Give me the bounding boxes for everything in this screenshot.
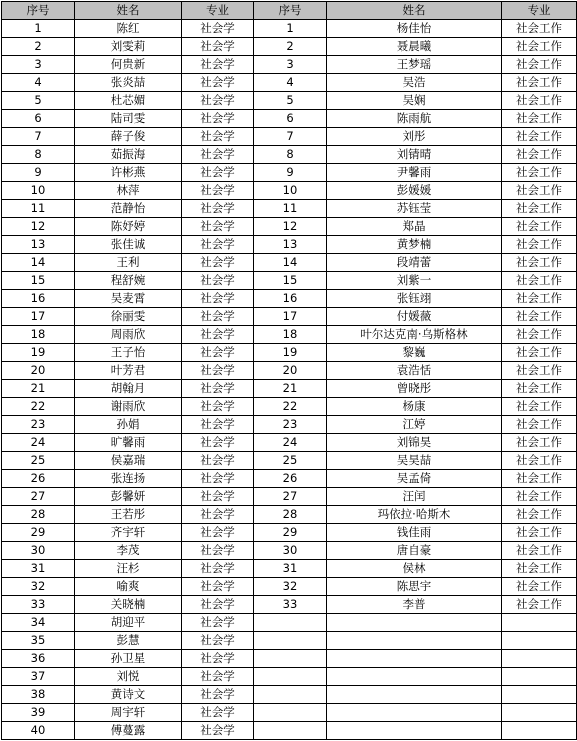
left-name-cell: 叶芳君 — [75, 362, 182, 380]
right-name-cell: 玛依拉·哈斯木 — [327, 506, 502, 524]
right-name-cell: 彭媛媛 — [327, 182, 502, 200]
right-no-cell: 25 — [254, 452, 327, 470]
left-major-cell: 社会学 — [182, 686, 254, 704]
left-no-cell: 7 — [2, 128, 75, 146]
right-no-cell: 7 — [254, 128, 327, 146]
right-name-cell: 袁浩恬 — [327, 362, 502, 380]
right-name-cell: 付媛薇 — [327, 308, 502, 326]
right-major-cell: 社会工作 — [502, 560, 577, 578]
right-no-cell: 33 — [254, 596, 327, 614]
table-row — [2, 632, 577, 650]
right-name-cell: 张钰翊 — [327, 290, 502, 308]
right-no-cell: 19 — [254, 344, 327, 362]
right-no-cell: 2 — [254, 38, 327, 56]
left-name-cell: 王利 — [75, 254, 182, 272]
left-no-cell: 2 — [2, 38, 75, 56]
left-major-cell: 社会学 — [182, 704, 254, 722]
right-major-cell — [502, 668, 577, 686]
left-name-cell: 杜芯媚 — [75, 92, 182, 110]
left-major-cell: 社会学 — [182, 218, 254, 236]
left-no-cell: 22 — [2, 398, 75, 416]
right-major-cell: 社会工作 — [502, 308, 577, 326]
table-row — [2, 416, 577, 434]
right-no-cell — [254, 686, 327, 704]
left-no-cell: 10 — [2, 182, 75, 200]
right-major-cell: 社会工作 — [502, 578, 577, 596]
left-no-cell: 17 — [2, 308, 75, 326]
left-name-cell: 黄诗文 — [75, 686, 182, 704]
left-major-cell: 社会学 — [182, 146, 254, 164]
right-name-cell: 刘锖晴 — [327, 146, 502, 164]
right-major-cell — [502, 722, 577, 740]
right-name-cell: 陈雨航 — [327, 110, 502, 128]
right-name-cell: 陈思宇 — [327, 578, 502, 596]
right-name-cell: 吴娴 — [327, 92, 502, 110]
right-name-cell: 王梦瑶 — [327, 56, 502, 74]
table-row — [2, 560, 577, 578]
right-no-cell: 10 — [254, 182, 327, 200]
right-major-cell: 社会工作 — [502, 128, 577, 146]
left-name-cell: 谢雨欣 — [75, 398, 182, 416]
table-row — [2, 236, 577, 254]
right-name-cell: 吴浩 — [327, 74, 502, 92]
left-major-cell: 社会学 — [182, 722, 254, 740]
left-no-cell: 16 — [2, 290, 75, 308]
left-name-cell: 薛子俊 — [75, 128, 182, 146]
right-name-cell: 汪闰 — [327, 488, 502, 506]
left-no-cell: 40 — [2, 722, 75, 740]
table-row — [2, 470, 577, 488]
right-no-cell: 31 — [254, 560, 327, 578]
left-no-cell: 19 — [2, 344, 75, 362]
left-major-cell: 社会学 — [182, 110, 254, 128]
left-no-cell: 29 — [2, 524, 75, 542]
left-major-cell: 社会学 — [182, 128, 254, 146]
right-no-cell: 4 — [254, 74, 327, 92]
right-name-cell: 吴昊喆 — [327, 452, 502, 470]
right-no-cell — [254, 632, 327, 650]
left-no-cell: 23 — [2, 416, 75, 434]
left-major-cell: 社会学 — [182, 542, 254, 560]
right-name-cell — [327, 668, 502, 686]
left-name-cell: 王子怡 — [75, 344, 182, 362]
left-name-cell: 傅蔓露 — [75, 722, 182, 740]
table-row — [2, 578, 577, 596]
left-major-cell: 社会学 — [182, 668, 254, 686]
right-name-cell: 刘彤 — [327, 128, 502, 146]
right-name-cell: 侯林 — [327, 560, 502, 578]
left-major-cell: 社会学 — [182, 56, 254, 74]
left-no-cell: 35 — [2, 632, 75, 650]
left-no-cell: 30 — [2, 542, 75, 560]
right-name-cell: 刘锦昊 — [327, 434, 502, 452]
left-name-cell: 张佳诚 — [75, 236, 182, 254]
left-name-cell: 陆司雯 — [75, 110, 182, 128]
table-row — [2, 290, 577, 308]
right-no-cell: 16 — [254, 290, 327, 308]
right-name-cell: 杨康 — [327, 398, 502, 416]
right-no-cell: 22 — [254, 398, 327, 416]
left-name-cell: 李茂 — [75, 542, 182, 560]
left-header-major: 专业 — [182, 2, 254, 20]
right-major-cell: 社会工作 — [502, 200, 577, 218]
right-major-cell: 社会工作 — [502, 164, 577, 182]
left-name-cell: 刘雯莉 — [75, 38, 182, 56]
right-no-cell: 15 — [254, 272, 327, 290]
left-major-cell: 社会学 — [182, 416, 254, 434]
right-name-cell: 唐自豪 — [327, 542, 502, 560]
left-major-cell: 社会学 — [182, 308, 254, 326]
left-name-cell: 侯嘉瑞 — [75, 452, 182, 470]
table-row — [2, 146, 577, 164]
left-major-cell: 社会学 — [182, 470, 254, 488]
left-no-cell: 25 — [2, 452, 75, 470]
right-name-cell: 刘紫一 — [327, 272, 502, 290]
right-no-cell: 13 — [254, 236, 327, 254]
right-major-cell: 社会工作 — [502, 488, 577, 506]
right-name-cell: 郑晶 — [327, 218, 502, 236]
right-name-cell: 叶尔达克南·乌斯格林 — [327, 326, 502, 344]
right-name-cell — [327, 722, 502, 740]
right-name-cell — [327, 650, 502, 668]
table-row — [2, 398, 577, 416]
right-no-cell: 30 — [254, 542, 327, 560]
right-name-cell: 吴孟倚 — [327, 470, 502, 488]
left-name-cell: 胡翰月 — [75, 380, 182, 398]
right-major-cell: 社会工作 — [502, 236, 577, 254]
right-no-cell: 18 — [254, 326, 327, 344]
table-row — [2, 308, 577, 326]
right-header-major: 专业 — [502, 2, 577, 20]
right-name-cell — [327, 686, 502, 704]
right-name-cell: 曾晓彤 — [327, 380, 502, 398]
table-row — [2, 722, 577, 740]
left-no-cell: 37 — [2, 668, 75, 686]
right-major-cell: 社会工作 — [502, 218, 577, 236]
student-roster-table — [1, 1, 577, 740]
header-row — [2, 2, 577, 20]
table-row — [2, 650, 577, 668]
left-no-cell: 36 — [2, 650, 75, 668]
left-no-cell: 24 — [2, 434, 75, 452]
table-row — [2, 542, 577, 560]
table-row — [2, 362, 577, 380]
right-major-cell: 社会工作 — [502, 452, 577, 470]
right-major-cell: 社会工作 — [502, 182, 577, 200]
right-no-cell: 24 — [254, 434, 327, 452]
right-major-cell: 社会工作 — [502, 272, 577, 290]
left-no-cell: 32 — [2, 578, 75, 596]
left-name-cell: 周雨欣 — [75, 326, 182, 344]
right-name-cell: 段靖蕾 — [327, 254, 502, 272]
right-name-cell — [327, 704, 502, 722]
right-no-cell: 17 — [254, 308, 327, 326]
left-major-cell: 社会学 — [182, 434, 254, 452]
left-name-cell: 范静怡 — [75, 200, 182, 218]
left-header-no: 序号 — [2, 2, 75, 20]
right-major-cell: 社会工作 — [502, 362, 577, 380]
left-no-cell: 18 — [2, 326, 75, 344]
right-major-cell: 社会工作 — [502, 470, 577, 488]
right-no-cell — [254, 614, 327, 632]
left-major-cell: 社会学 — [182, 344, 254, 362]
right-major-cell: 社会工作 — [502, 326, 577, 344]
right-no-cell: 29 — [254, 524, 327, 542]
left-major-cell: 社会学 — [182, 578, 254, 596]
left-name-cell: 彭慧 — [75, 632, 182, 650]
right-major-cell: 社会工作 — [502, 380, 577, 398]
left-no-cell: 13 — [2, 236, 75, 254]
table-row — [2, 272, 577, 290]
right-major-cell: 社会工作 — [502, 416, 577, 434]
left-major-cell: 社会学 — [182, 200, 254, 218]
table-row — [2, 92, 577, 110]
left-name-cell: 陈妤婷 — [75, 218, 182, 236]
left-major-cell: 社会学 — [182, 506, 254, 524]
right-name-cell: 钱佳雨 — [327, 524, 502, 542]
right-major-cell: 社会工作 — [502, 596, 577, 614]
left-no-cell: 26 — [2, 470, 75, 488]
right-major-cell: 社会工作 — [502, 434, 577, 452]
table-row — [2, 668, 577, 686]
left-name-cell: 徐丽雯 — [75, 308, 182, 326]
left-no-cell: 15 — [2, 272, 75, 290]
right-major-cell: 社会工作 — [502, 56, 577, 74]
right-major-cell: 社会工作 — [502, 146, 577, 164]
left-no-cell: 6 — [2, 110, 75, 128]
left-no-cell: 12 — [2, 218, 75, 236]
left-no-cell: 21 — [2, 380, 75, 398]
right-name-cell: 杨佳怡 — [327, 20, 502, 38]
right-major-cell: 社会工作 — [502, 344, 577, 362]
left-name-cell: 吴麦霄 — [75, 290, 182, 308]
left-no-cell: 20 — [2, 362, 75, 380]
left-major-cell: 社会学 — [182, 650, 254, 668]
left-no-cell: 5 — [2, 92, 75, 110]
table-row — [2, 128, 577, 146]
left-name-cell: 王若彤 — [75, 506, 182, 524]
right-header-name: 姓名 — [327, 2, 502, 20]
table-row — [2, 686, 577, 704]
table-row — [2, 452, 577, 470]
right-major-cell — [502, 650, 577, 668]
left-no-cell: 11 — [2, 200, 75, 218]
left-major-cell: 社会学 — [182, 74, 254, 92]
right-no-cell: 12 — [254, 218, 327, 236]
right-no-cell: 14 — [254, 254, 327, 272]
right-no-cell: 3 — [254, 56, 327, 74]
left-no-cell: 4 — [2, 74, 75, 92]
right-no-cell — [254, 704, 327, 722]
table-row — [2, 434, 577, 452]
right-no-cell: 23 — [254, 416, 327, 434]
table-row — [2, 254, 577, 272]
right-name-cell — [327, 632, 502, 650]
right-major-cell: 社会工作 — [502, 542, 577, 560]
table-row — [2, 488, 577, 506]
right-major-cell: 社会工作 — [502, 92, 577, 110]
left-no-cell: 27 — [2, 488, 75, 506]
table-row — [2, 344, 577, 362]
table-row — [2, 704, 577, 722]
left-name-cell: 旷馨雨 — [75, 434, 182, 452]
left-name-cell: 孙娟 — [75, 416, 182, 434]
table-row — [2, 614, 577, 632]
right-major-cell: 社会工作 — [502, 524, 577, 542]
left-name-cell: 彭馨妍 — [75, 488, 182, 506]
left-name-cell: 汪杉 — [75, 560, 182, 578]
table-row — [2, 20, 577, 38]
table-row — [2, 110, 577, 128]
left-major-cell: 社会学 — [182, 398, 254, 416]
right-no-cell: 20 — [254, 362, 327, 380]
right-major-cell: 社会工作 — [502, 506, 577, 524]
table-row — [2, 56, 577, 74]
left-name-cell: 喻爽 — [75, 578, 182, 596]
left-no-cell: 38 — [2, 686, 75, 704]
left-name-cell: 张炎喆 — [75, 74, 182, 92]
left-major-cell: 社会学 — [182, 20, 254, 38]
left-no-cell: 9 — [2, 164, 75, 182]
right-name-cell: 黎巍 — [327, 344, 502, 362]
right-name-cell — [327, 614, 502, 632]
right-no-cell: 6 — [254, 110, 327, 128]
right-no-cell: 9 — [254, 164, 327, 182]
left-name-cell: 陈红 — [75, 20, 182, 38]
left-major-cell: 社会学 — [182, 560, 254, 578]
right-name-cell: 苏钰莹 — [327, 200, 502, 218]
left-major-cell: 社会学 — [182, 596, 254, 614]
left-major-cell: 社会学 — [182, 254, 254, 272]
left-major-cell: 社会学 — [182, 164, 254, 182]
table-row — [2, 506, 577, 524]
right-major-cell — [502, 614, 577, 632]
right-major-cell — [502, 632, 577, 650]
left-name-cell: 何贵新 — [75, 56, 182, 74]
left-major-cell: 社会学 — [182, 38, 254, 56]
right-major-cell: 社会工作 — [502, 398, 577, 416]
left-no-cell: 33 — [2, 596, 75, 614]
left-major-cell: 社会学 — [182, 452, 254, 470]
left-no-cell: 31 — [2, 560, 75, 578]
right-major-cell: 社会工作 — [502, 20, 577, 38]
right-name-cell: 尹馨雨 — [327, 164, 502, 182]
right-header-no: 序号 — [254, 2, 327, 20]
left-name-cell: 林萍 — [75, 182, 182, 200]
left-no-cell: 34 — [2, 614, 75, 632]
right-major-cell: 社会工作 — [502, 254, 577, 272]
left-no-cell: 1 — [2, 20, 75, 38]
table-row — [2, 524, 577, 542]
table-row — [2, 200, 577, 218]
left-name-cell: 张连扬 — [75, 470, 182, 488]
right-no-cell: 21 — [254, 380, 327, 398]
right-no-cell: 5 — [254, 92, 327, 110]
left-major-cell: 社会学 — [182, 290, 254, 308]
left-major-cell: 社会学 — [182, 272, 254, 290]
right-name-cell: 江婷 — [327, 416, 502, 434]
table-row — [2, 38, 577, 56]
left-no-cell: 3 — [2, 56, 75, 74]
right-no-cell — [254, 668, 327, 686]
left-name-cell: 程舒婉 — [75, 272, 182, 290]
left-name-cell: 茹振海 — [75, 146, 182, 164]
left-no-cell: 8 — [2, 146, 75, 164]
right-name-cell: 黄梦楠 — [327, 236, 502, 254]
left-major-cell: 社会学 — [182, 92, 254, 110]
left-name-cell: 胡迎平 — [75, 614, 182, 632]
left-name-cell: 孙卫星 — [75, 650, 182, 668]
right-no-cell: 1 — [254, 20, 327, 38]
right-major-cell: 社会工作 — [502, 38, 577, 56]
right-no-cell: 26 — [254, 470, 327, 488]
table-row — [2, 74, 577, 92]
table-row — [2, 218, 577, 236]
left-name-cell: 周宇轩 — [75, 704, 182, 722]
left-name-cell: 齐宇轩 — [75, 524, 182, 542]
right-no-cell: 28 — [254, 506, 327, 524]
left-major-cell: 社会学 — [182, 380, 254, 398]
left-no-cell: 14 — [2, 254, 75, 272]
left-name-cell: 刘悦 — [75, 668, 182, 686]
right-no-cell: 27 — [254, 488, 327, 506]
left-major-cell: 社会学 — [182, 326, 254, 344]
left-major-cell: 社会学 — [182, 362, 254, 380]
left-major-cell: 社会学 — [182, 524, 254, 542]
left-major-cell: 社会学 — [182, 236, 254, 254]
left-header-name: 姓名 — [75, 2, 182, 20]
table-row — [2, 164, 577, 182]
table-row — [2, 380, 577, 398]
right-no-cell: 11 — [254, 200, 327, 218]
right-major-cell — [502, 704, 577, 722]
table-row — [2, 182, 577, 200]
right-major-cell: 社会工作 — [502, 74, 577, 92]
right-no-cell — [254, 722, 327, 740]
right-no-cell: 8 — [254, 146, 327, 164]
right-no-cell — [254, 650, 327, 668]
left-major-cell: 社会学 — [182, 632, 254, 650]
left-name-cell: 关晓楠 — [75, 596, 182, 614]
right-no-cell: 32 — [254, 578, 327, 596]
right-name-cell: 李普 — [327, 596, 502, 614]
right-major-cell — [502, 686, 577, 704]
table-row — [2, 596, 577, 614]
left-name-cell: 许彬燕 — [75, 164, 182, 182]
left-major-cell: 社会学 — [182, 614, 254, 632]
table-row — [2, 326, 577, 344]
left-no-cell: 39 — [2, 704, 75, 722]
right-major-cell: 社会工作 — [502, 110, 577, 128]
left-major-cell: 社会学 — [182, 488, 254, 506]
right-major-cell: 社会工作 — [502, 290, 577, 308]
left-major-cell: 社会学 — [182, 182, 254, 200]
left-no-cell: 28 — [2, 506, 75, 524]
right-name-cell: 聂晨曦 — [327, 38, 502, 56]
